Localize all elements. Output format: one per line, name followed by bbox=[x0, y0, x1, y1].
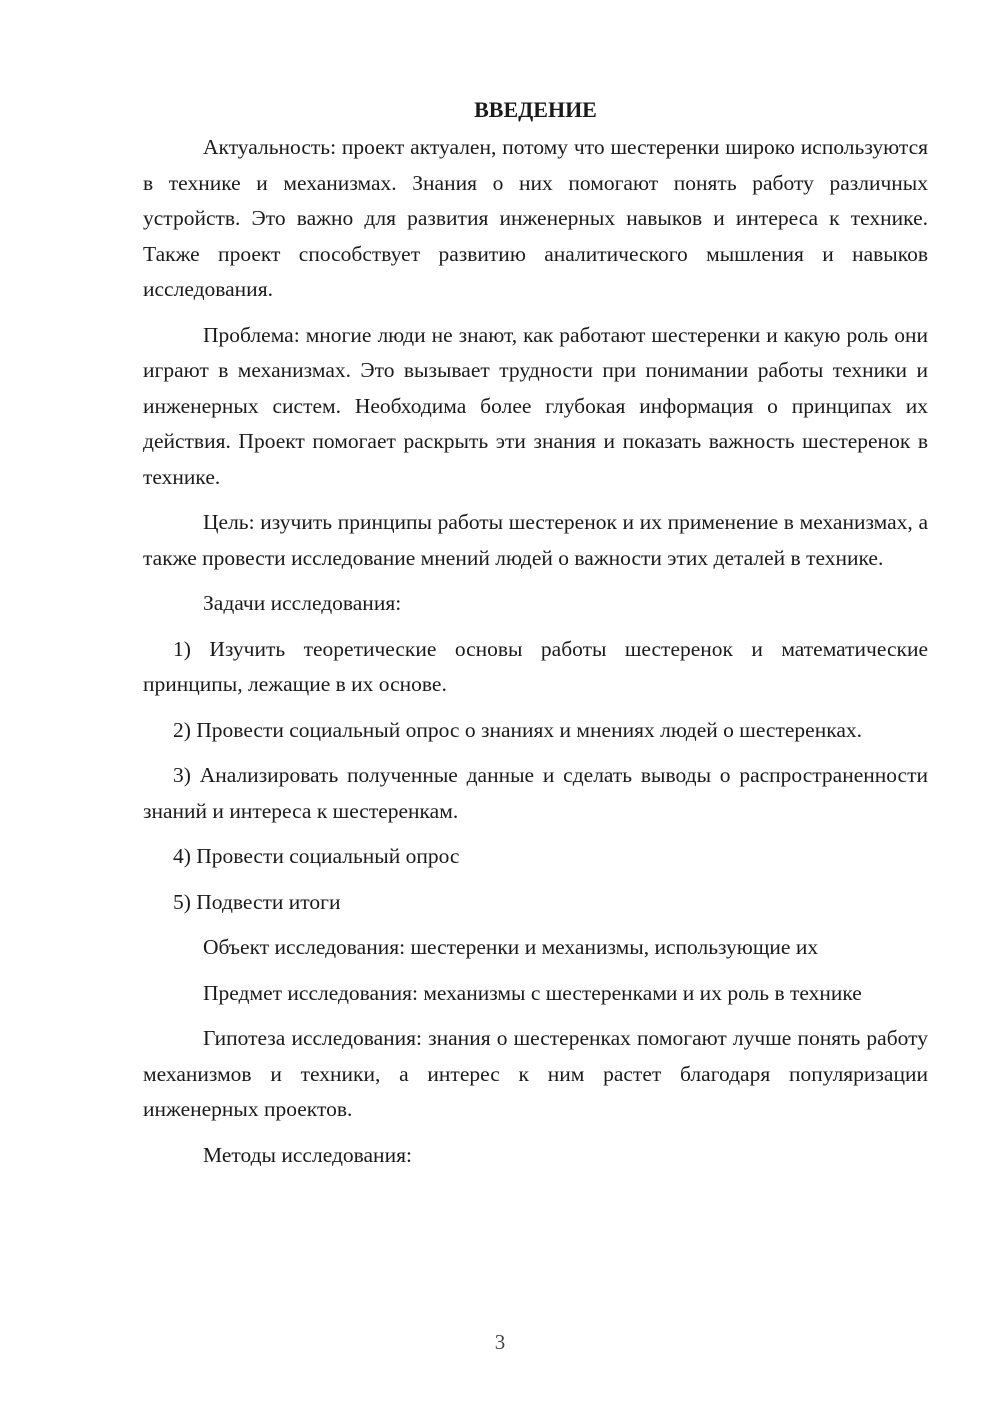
task-item-5: 5) Подвести итоги bbox=[173, 889, 341, 914]
goal-paragraph: Цель: изучить принципы работы шестеренок и их применение в механизмах, а также провести исследование мнений людей о важности этих деталей в технике. bbox=[143, 510, 928, 570]
task-item-3: 3) Анализировать полученные данные и сделать выводы о распространенности знаний и интереса к шестеренкам. bbox=[143, 763, 928, 823]
document-page bbox=[143, 90, 928, 1173]
task-item-4: 4) Провести социальный опрос bbox=[173, 844, 460, 868]
tasks-heading: Задачи исследования: bbox=[203, 591, 402, 615]
task-item-1: 1) Изучить теоретические основы работы шестеренок и математические принципы, лежащие в их основе. bbox=[143, 636, 928, 696]
problem-paragraph: Проблема: многие люди не знают, как работают шестеренки и какую роль они играют в механизмах. Это вызывает трудности при понимании работы техники и инженерных систем. Необходима более глубокая информация о принципах их действия. Проект помогает раскрыть эти знания и показать важность шестеренок в технике. bbox=[143, 322, 928, 489]
methods-heading: Методы исследования: bbox=[203, 1142, 412, 1167]
relevance-paragraph: Актуальность: проект актуален, потому что шестеренки широко используются в технике и механизмах. Знания о них помогают понять работу различных устройств. Это важно для развития инженерных навыков и интереса к технике. Также проект способствует развитию аналитического мышления и навыков исследования. bbox=[143, 135, 928, 301]
hypothesis-paragraph: Гипотеза исследования: знания о шестеренках помогают лучше понять работу механизмов и техники, а интерес к ним растет благодаря популяризации инженерных проектов. bbox=[143, 1026, 928, 1121]
page-number: 3 bbox=[494, 1330, 506, 1354]
subject-paragraph: Предмет исследования: механизмы с шестеренками и их роль в технике bbox=[203, 980, 862, 1005]
task-item-2: 2) Провести социальный опрос о знаниях и мнениях людей о шестеренках. bbox=[173, 717, 862, 742]
object-paragraph: Объект исследования: шестеренки и механизмы, использующие их bbox=[203, 935, 819, 959]
section-title: ВВЕДЕНИЕ bbox=[474, 97, 597, 122]
